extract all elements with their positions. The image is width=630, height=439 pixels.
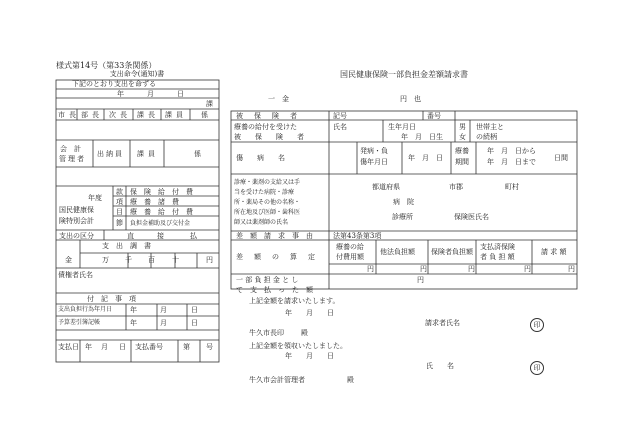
sex-male: 男 xyxy=(459,123,466,131)
payment-category-label: 支出の区分 xyxy=(59,232,94,240)
dob-ymd: 年 月 日生 xyxy=(401,133,443,141)
budget-moku-value: 療 養 給 付 費 xyxy=(130,208,193,216)
sex-female: 女 xyxy=(459,133,466,141)
calc-yen-1: 円 xyxy=(367,265,374,273)
approval-mayor: 市長 xyxy=(58,111,80,119)
payment-category-direct: 直 xyxy=(127,232,134,240)
approval-clerk-2: 係 xyxy=(194,150,201,158)
amount-ikkin: 一 金 xyxy=(268,95,289,103)
amount-kin: 金 xyxy=(65,256,72,264)
commitment-date-year: 年 xyxy=(130,306,137,314)
approval-clerk: 係 xyxy=(201,111,208,119)
fund-name-line2: 険特別会計 xyxy=(59,217,94,225)
fiscal-year-label: 年度 xyxy=(88,194,102,202)
ledger-date-year: 年 xyxy=(130,319,137,327)
claimant-name-label: 請求者氏名 xyxy=(425,319,460,327)
claim-reason-value: 法第43条第3項 xyxy=(333,232,382,240)
unit-juu: 十 xyxy=(172,256,179,264)
calc-medical-cost-line1: 療養の給 xyxy=(336,243,364,251)
accounting-manager-dono: 殿 xyxy=(347,376,354,384)
order-date-day: 日 xyxy=(177,90,184,98)
creditor-name-label: 債権者氏名 xyxy=(58,271,93,279)
copay-yen: 円 xyxy=(417,276,424,284)
accounting-label-top: 会 計 xyxy=(60,145,81,153)
pay-day-year: 年 xyxy=(85,343,92,351)
mayor-dono: 殿 xyxy=(301,329,308,337)
commitment-date-month: 月 xyxy=(160,306,167,314)
provider-clinic: 診療所 xyxy=(392,213,413,221)
claim-form-title: 国民健康保険一部負担金差額請求書 xyxy=(340,70,468,79)
unit-hyaku: 百 xyxy=(148,256,155,264)
fund-name-line1: 国民健康保 xyxy=(59,206,94,214)
unit-man: 万 xyxy=(102,256,109,264)
receipt-date: 年 月 日 xyxy=(285,352,334,360)
receipt-statement: 上記金額を領収いたしました。 xyxy=(249,342,347,350)
budget-moku-key: 目 xyxy=(116,208,123,216)
approval-director: 部長 xyxy=(81,111,103,119)
receiver-name-label: 氏 名 xyxy=(426,362,454,370)
budget-kan-key: 款 xyxy=(116,188,123,196)
calc-medical-cost-line2: 付費用額 xyxy=(336,253,364,261)
onset-ymd: 年 月 日 xyxy=(408,154,443,162)
calc-yen-2: 円 xyxy=(420,265,427,273)
recipient-label-line1: 療養の給付を受けた xyxy=(234,123,297,131)
calc-yen-3: 円 xyxy=(468,265,475,273)
calc-yen-4: 円 xyxy=(524,265,531,273)
approval-section-chief: 課長 xyxy=(137,111,159,119)
calc-claim-amount: 請 求 額 xyxy=(541,248,567,256)
period-to: 年 月 日まで xyxy=(487,158,536,166)
unit-sen: 千 xyxy=(125,256,132,264)
provider-label-line3: 所・薬局その他の名称・ xyxy=(234,199,301,206)
provider-city: 市郡 xyxy=(449,183,463,191)
budget-kan-value: 保 険 給 付 費 xyxy=(130,188,193,196)
order-date-month: 月 xyxy=(147,90,154,98)
provider-town: 町村 xyxy=(505,183,519,191)
calc-paid-burden-line2: 者 負 担 額 xyxy=(480,253,515,261)
period-from: 年 月 日から xyxy=(487,147,536,155)
claim-statement: 上記金額を請求いたします。 xyxy=(249,297,340,305)
order-date-year: 年 xyxy=(117,90,124,98)
provider-label-line5: 師又は薬剤師の氏名 xyxy=(234,219,289,226)
commitment-date-day: 日 xyxy=(191,306,198,314)
symbol-label: 記号 xyxy=(333,112,347,120)
claim-reason-label: 差 額 請 求 事 由 xyxy=(236,232,313,240)
accounting-manager-addressee: 牛久市会計管理者 xyxy=(249,376,305,384)
ledger-date-label: 予算差引簿記帳 xyxy=(58,319,101,326)
budget-kou-value: 療 養 諸 費 xyxy=(130,198,179,206)
provider-label-line4: 所在地及び医師・歯科医 xyxy=(234,209,301,216)
budget-setsu-value: 負担金補助及び交付金 xyxy=(130,220,191,227)
approval-cashier: 出納員 xyxy=(97,150,124,158)
relation-line2: の続柄 xyxy=(476,133,497,141)
approval-deputy: 次長 xyxy=(109,111,131,119)
mayor-addressee: 牛久市長印 xyxy=(249,329,284,337)
budget-setsu-key: 節 xyxy=(116,219,123,227)
dob-label: 生年月日 xyxy=(388,123,416,131)
copay-label-line2: て 支 払 っ た 額 xyxy=(236,286,313,294)
provider-label-line1: 診療・薬剤の支給又は手 xyxy=(234,179,301,186)
ledger-date-month: 月 xyxy=(160,319,167,327)
pay-number-dai: 第 xyxy=(183,343,190,351)
difference-calc-label: 差 額 の 算 定 xyxy=(236,253,317,261)
calc-yen-5: 円 xyxy=(568,265,575,273)
pay-number-go: 号 xyxy=(206,343,213,351)
provider-doctor: 保険医氏名 xyxy=(454,213,489,221)
order-text: 下記のとおり支出を命ずる xyxy=(72,80,156,88)
insured-label: 被 保 険 者 xyxy=(236,112,299,120)
budget-kou-key: 項 xyxy=(116,198,123,206)
provider-label-line2: 当を受けた病院・診療 xyxy=(234,189,295,196)
approval-staff: 課員 xyxy=(165,111,187,119)
dept-suffix: 課 xyxy=(206,100,213,108)
payment-category-connect: 接 xyxy=(157,232,164,240)
number-label: 番号 xyxy=(427,112,441,120)
period-days: 日間 xyxy=(554,154,568,162)
claim-date: 年 月 日 xyxy=(285,309,334,317)
calc-paid-burden-line1: 支払済保険 xyxy=(480,243,515,251)
claimant-seal-icon: 印 xyxy=(530,318,544,332)
relation-line1: 世帯主と xyxy=(476,123,504,131)
receiver-seal-icon: 印 xyxy=(530,361,544,375)
onset-label-line1: 発病・負 xyxy=(360,147,388,155)
payment-order-title: 支出命令(通知)書 xyxy=(109,70,165,78)
calc-insurer-burden: 保険者負担額 xyxy=(431,248,473,256)
payment-record-title: 支 出 調 書 xyxy=(102,242,151,250)
ledger-date-day: 日 xyxy=(191,319,198,327)
notes-title: 付 記 事 項 xyxy=(87,295,136,303)
copay-label-line1: 一 部 負 担 金 と し xyxy=(236,276,299,284)
onset-label-line2: 傷年月日 xyxy=(360,158,388,166)
amount-yen-ya: 円 也 xyxy=(400,95,421,103)
provider-hospital: 病 院 xyxy=(393,198,414,206)
pay-day-label: 支払日 xyxy=(58,343,79,351)
pay-number-label: 支払番号 xyxy=(135,343,163,351)
calc-other-law: 他法負担額 xyxy=(380,248,415,256)
period-label-line1: 療養 xyxy=(455,147,469,155)
disease-name-label: 傷 病 名 xyxy=(236,154,285,162)
form-number: 様式第14号（第33条関係） xyxy=(56,61,157,70)
provider-prefecture: 都道府県 xyxy=(372,183,400,191)
period-label-line2: 期間 xyxy=(455,158,469,166)
recipient-label-line2: 被 保 険 者 xyxy=(234,133,304,141)
payment-category-pay: 払 xyxy=(190,232,197,240)
approval-staff-2: 課員 xyxy=(137,150,159,158)
recipient-name-label: 氏名 xyxy=(333,123,347,131)
pay-day-day: 日 xyxy=(119,343,126,351)
pay-day-month: 月 xyxy=(101,343,108,351)
accounting-label-bottom: 管理者 xyxy=(59,155,86,163)
commitment-date-label: 支出負担行為年月日 xyxy=(58,306,113,313)
unit-en: 円 xyxy=(206,256,213,264)
